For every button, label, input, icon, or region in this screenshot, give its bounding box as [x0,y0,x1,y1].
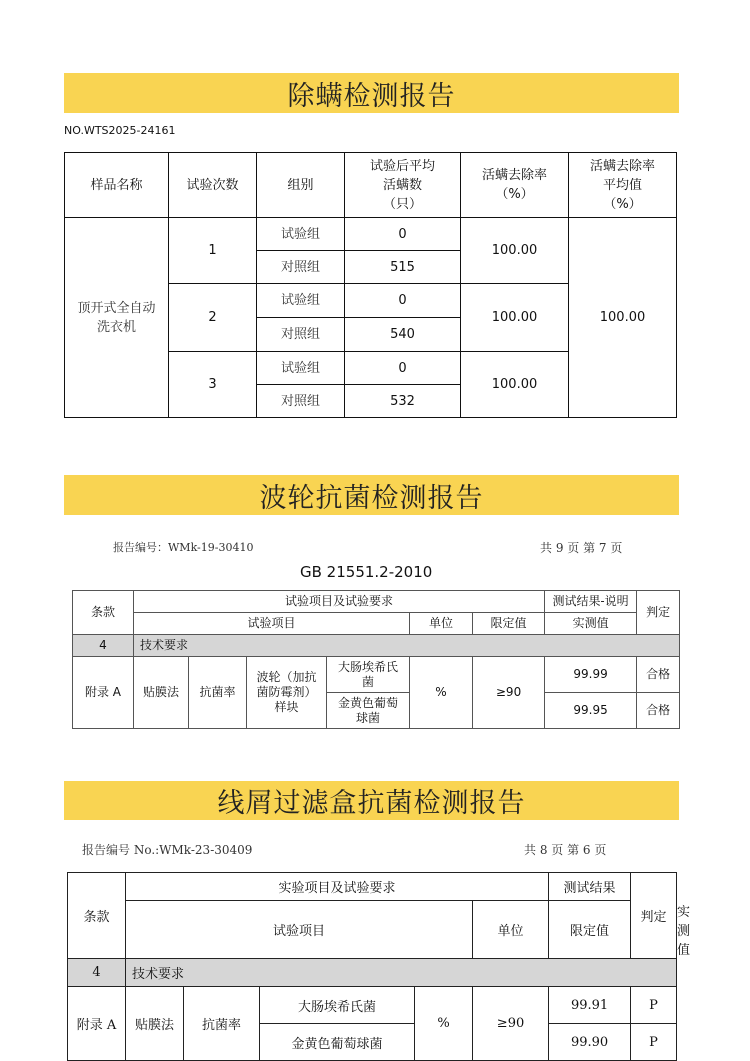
removal-rate: 100.00 [461,352,569,418]
tech-requirements-label: 技术要求 [134,635,680,657]
limit-value: ≥90 [473,657,545,729]
header-removal-rate [461,153,569,218]
sample-name-line: 顶开式全自动 [77,300,156,316]
impeller-test-table [72,590,680,729]
bacteria-ecoli [327,657,410,693]
table-row [68,959,677,987]
header-group: 组别 [257,153,345,218]
trial-number: 1 [169,218,257,284]
table-header-row [73,613,680,635]
table-row [73,657,680,693]
mite-count: 540 [345,318,461,352]
table-header-row [73,591,680,613]
group-label: 对照组 [257,251,345,284]
limit-value: ≥90 [473,987,549,1061]
header-line: 活螨去除率 [481,168,547,183]
trial-number: 3 [169,352,257,418]
header-limit: 限定值 [473,613,545,635]
impeller-report-number: 报告编号：WMk-19-30410 [113,541,254,554]
verdict: P [631,987,677,1024]
property: 抗菌率 [189,657,247,729]
group-label: 对照组 [257,385,345,418]
header-line: （只） [382,196,422,212]
annex-label: 附录 A [68,987,126,1061]
verdict: 合格 [637,693,680,729]
header-line: （%） [603,196,642,212]
header-clause: 条款 [68,873,126,959]
sample-description [247,657,327,729]
header-line: 试验后平均 [369,158,435,174]
header-clause: 条款 [73,591,134,635]
header-verdict: 判定 [637,591,680,635]
mite-count: 515 [345,251,461,284]
header-result: 测试结果 [549,873,631,901]
mite-report-number: NO.WTS2025-24161 [64,124,176,137]
header-unit: 单位 [473,901,549,959]
filter-report-number: 报告编号 No.:WMk-23-30409 [82,843,253,857]
sample-line: 菌防霉剂） [256,685,317,699]
unit-value: % [410,657,473,729]
sample-line: 样块 [274,700,299,714]
mite-count: 0 [345,352,461,385]
mite-count: 0 [345,218,461,251]
bacteria-line: 菌 [361,674,374,689]
header-line: 活螨数 [382,177,422,193]
sample-line: 波轮（加抗 [256,670,317,684]
header-unit: 单位 [410,613,473,635]
header-test-item: 试验项目 [126,901,473,959]
tech-requirements-label: 技术要求 [126,959,677,987]
header-items-requirements: 实验项目及试验要求 [126,873,549,901]
bacteria-line: 大肠埃希氏 [337,659,398,674]
clause-number: 4 [68,959,126,987]
mite-count: 0 [345,284,461,318]
table-row [73,635,680,657]
mite-count: 532 [345,385,461,418]
header-measured: 实测值 [545,613,637,635]
table-row [68,987,677,1024]
bacteria-ecoli: 大肠埃希氏菌 [260,987,415,1024]
table-header-row: 试验项目 单位 限定值 实测值 [68,901,677,959]
clause-number: 4 [73,635,134,657]
header-verdict: 判定 [631,873,677,959]
verdict: 合格 [637,657,680,693]
method: 贴膜法 [126,987,184,1061]
annex-label: 附录 A [73,657,134,729]
bacteria-staph: 金黄色葡萄球菌 [260,1024,415,1061]
header-sample-name: 样品名称 [65,153,169,218]
bacteria-staph [327,693,410,729]
header-items-requirements: 试验项目及试验要求 [134,591,545,613]
header-test-item: 试验项目 [134,613,410,635]
group-label: 试验组 [257,218,345,251]
header-line: （%） [495,187,534,202]
filter-report-title: 线屑过滤盒抗菌检测报告 [64,781,679,820]
standard-code: GB 21551.2-2010 [300,563,433,581]
filter-test-table [67,872,691,1061]
header-limit: 限定值 [549,901,631,959]
filter-page-info: 共 8 页 第 6 页 [524,843,607,857]
sample-name [65,218,169,418]
table-header-row [68,873,677,901]
table-header-row [65,153,677,218]
unit-value: % [415,987,473,1061]
method: 贴膜法 [134,657,189,729]
group-label: 试验组 [257,284,345,318]
impeller-report-title: 波轮抗菌检测报告 [64,475,679,515]
header-removal-avg [569,153,677,218]
removal-rate: 100.00 [461,218,569,284]
header-line: 活螨去除率 [589,158,655,174]
sample-name-line: 洗衣机 [96,319,136,335]
removal-rate: 100.00 [461,284,569,352]
trial-number: 2 [169,284,257,352]
measured-staph: 99.90 [549,1024,631,1061]
mite-test-table [64,152,677,418]
mite-report-title: 除螨检测报告 [64,73,679,113]
group-label: 试验组 [257,352,345,385]
header-result-desc: 测试结果-说明 [545,591,637,613]
table-row [65,218,677,251]
group-label: 对照组 [257,318,345,352]
measured-ecoli: 99.99 [545,657,637,693]
header-trial-count: 试验次数 [169,153,257,218]
verdict: P [631,1024,677,1061]
bacteria-line: 球菌 [355,710,380,725]
measured-staph: 99.95 [545,693,637,729]
header-avg-mites [345,153,461,218]
removal-average: 100.00 [569,218,677,418]
bacteria-line: 金黄色葡萄 [337,695,398,710]
impeller-page-info: 共 9 页 第 7 页 [540,541,623,555]
header-line: 平均值 [602,177,642,193]
measured-ecoli: 99.91 [549,987,631,1024]
property: 抗菌率 [184,987,260,1061]
